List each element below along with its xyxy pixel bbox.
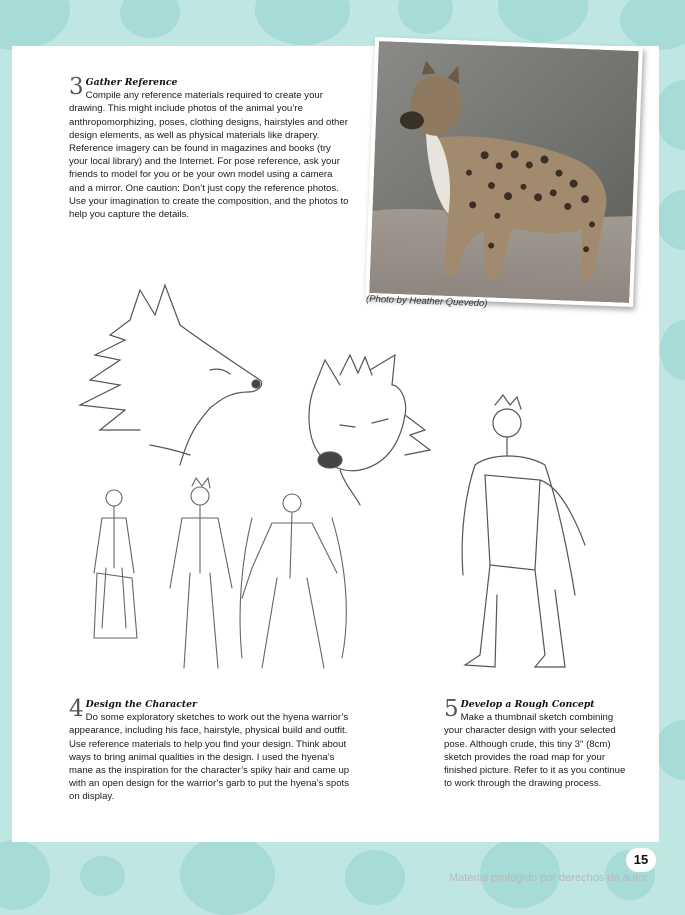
decor-dot — [498, 0, 588, 42]
step-body: Make a thumbnail sketch combining your character design with your selected pose. Although crude, this tiny 3" (8cm) sketch provides the road map for your finished picture. Refer to it as you continue to work through the drawing process. — [444, 712, 626, 790]
step-body: Compile any reference materials required to create your drawing. This might include photos of the animal you’re anthropomorphizing, poses, clothing designs, hairstyles and other design elements, as well as physical materials like drapery. Reference imagery can be found in magazines and books (try your local library) and the Internet. For pose reference, ask your friends to model for you or be your own model using a camera and a mirror. One caution: Don’t just copy the reference photos. Use your imagination to create the composition, and the photos to help you capture the details. — [69, 90, 349, 221]
decor-dot — [620, 0, 685, 50]
decor-dot — [180, 835, 275, 915]
step-title: Design the Character — [85, 699, 197, 710]
decor-dot — [656, 190, 685, 250]
step-5 — [444, 698, 632, 790]
decor-dot — [255, 0, 350, 45]
page-number: 15 — [626, 848, 656, 872]
copyright-watermark: Material protegido por derechos de autor — [449, 872, 648, 884]
step-number: 5 — [444, 696, 459, 722]
hyena-reference-photo — [365, 37, 643, 307]
decor-dot — [345, 850, 405, 905]
step-number: 3 — [69, 74, 84, 100]
decor-dot — [80, 856, 125, 896]
decor-dot — [120, 0, 180, 38]
step-4 — [69, 698, 353, 804]
decor-dot — [0, 0, 70, 50]
character-design-sketches — [92, 478, 352, 683]
decor-dot — [0, 840, 50, 910]
step-title: Gather Reference — [85, 77, 178, 88]
photo-caption: (Photo by Heather Quevedo) — [365, 293, 488, 310]
step-body: Do some exploratory sketches to work out the hyena warrior’s appearance, including his face, hairstyle, physical build and outfit. Use reference materials to help you find your design. Think about ways to bring animal qualities in the design. I used the hyena’s mane as the inspiration for the character’s spiky hair and came up with an open design for the warrior’s garb to put the hyena’s spots on display. — [69, 712, 350, 803]
step-3 — [69, 76, 351, 221]
rough-concept-sketch — [455, 395, 595, 685]
step-title: Develop a Rough Concept — [460, 699, 595, 710]
decor-dot — [398, 0, 453, 34]
decor-dot — [655, 720, 685, 780]
step-number: 4 — [69, 696, 84, 722]
decor-dot — [660, 320, 685, 380]
decor-dot — [655, 80, 685, 150]
hyena-head-profile-sketch — [70, 280, 270, 475]
